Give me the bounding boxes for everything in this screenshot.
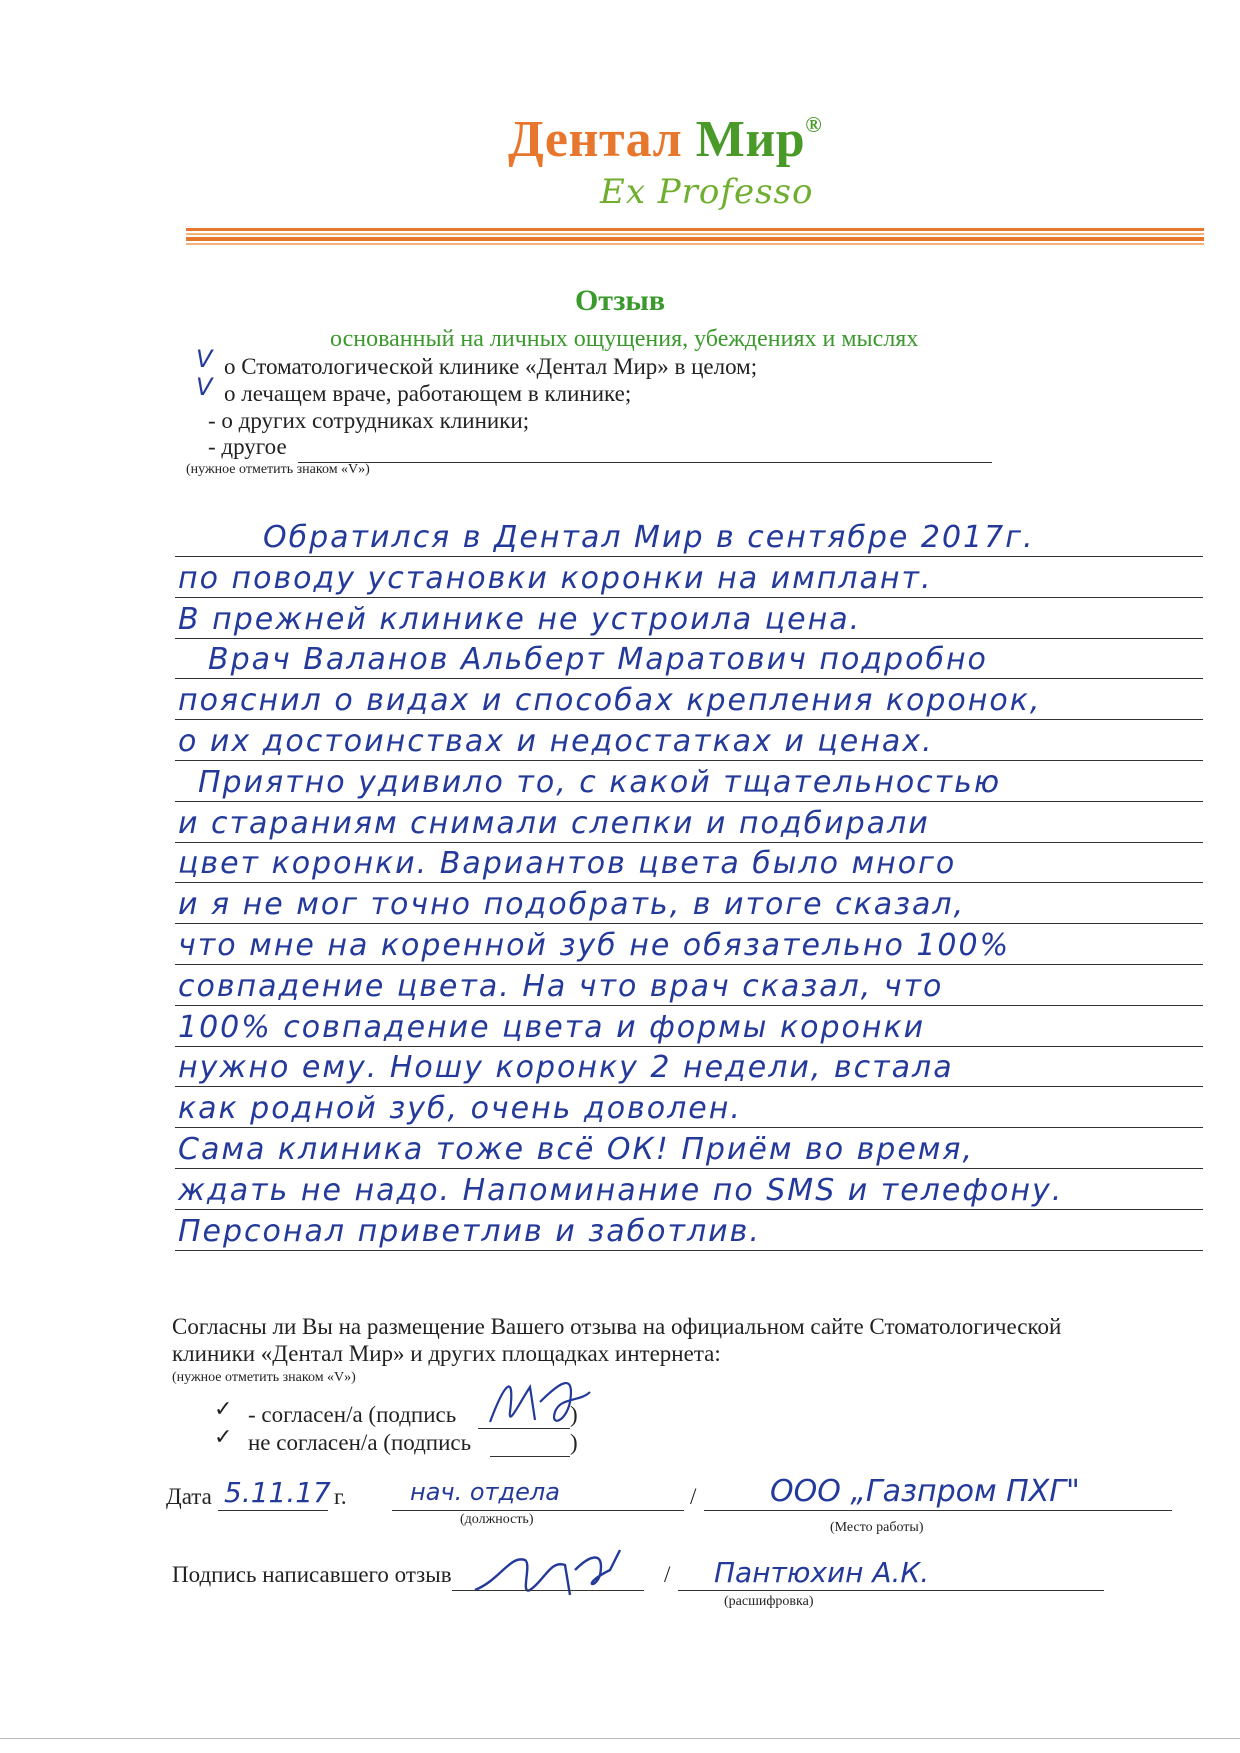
review-rule bbox=[175, 678, 1203, 679]
consent-question-1: Согласны ли Вы на размещение Вашего отзыва на официальном сайте Стоматологической bbox=[172, 1314, 1062, 1339]
review-rule bbox=[175, 882, 1203, 883]
review-line: по поводу установки коронки на имплант. bbox=[178, 560, 933, 596]
review-line: пояснил о видах и способах крепления коронок, bbox=[178, 683, 1042, 719]
signature-label: Подпись написавшего отзыв bbox=[172, 1562, 452, 1587]
review-rule bbox=[175, 1168, 1203, 1169]
option-general: о Стоматологической клинике «Дентал Мир» в целом; bbox=[224, 354, 758, 379]
bottom-scan-line bbox=[0, 1738, 1240, 1739]
review-rule bbox=[175, 719, 1203, 720]
page-title: Отзыв bbox=[574, 284, 666, 317]
review-line: как родной зуб, очень доволен. bbox=[178, 1091, 742, 1127]
review-line: 100% совпадение цвета и формы коронки bbox=[178, 1009, 926, 1045]
name-value: Пантюхин А.К. bbox=[714, 1556, 930, 1589]
review-line: Приятно удивило то, с какой тщательностью bbox=[198, 764, 1002, 800]
position-caption: (должность) bbox=[460, 1512, 534, 1527]
position-value: нач. отдела bbox=[410, 1478, 560, 1506]
logo-word-dental: Дентал bbox=[508, 111, 683, 168]
page-subtitle: основанный на личных ощущения, убеждениях и мыслях bbox=[330, 326, 919, 352]
date-value: 5.11.17 bbox=[224, 1476, 331, 1509]
author-signature bbox=[470, 1540, 650, 1610]
review-rule bbox=[175, 597, 1203, 598]
footer-slash-1: / bbox=[690, 1484, 697, 1509]
review-rule bbox=[175, 556, 1203, 557]
option-doctor: о лечащем враче, работающем в клинике; bbox=[224, 381, 632, 406]
date-year-suffix: г. bbox=[334, 1484, 347, 1509]
review-line: и я не мог точно подобрать, в итоге сказал, bbox=[178, 887, 966, 923]
review-rule bbox=[175, 1127, 1203, 1128]
name-caption: (расшифровка) bbox=[724, 1594, 814, 1609]
review-line: Сама клиника тоже всё ОК! Приём во время, bbox=[178, 1132, 975, 1167]
option-check-2: V bbox=[196, 373, 213, 401]
option-other: - другое bbox=[208, 434, 287, 459]
consent-note: (нужное отметить знаком «V») bbox=[172, 1370, 356, 1385]
review-line: Обратился в Дентал Мир в сентябре 2017г. bbox=[263, 520, 1035, 555]
logo-tagline: Ex Professo bbox=[600, 172, 814, 212]
logo-word-mir: Мир bbox=[695, 111, 806, 168]
signature-line bbox=[452, 1590, 644, 1591]
review-rule bbox=[175, 1209, 1203, 1210]
review-line: что мне на коренной зуб не обязательно 100% bbox=[178, 928, 1011, 963]
review-line: и стараниям снимали слепки и подбирали bbox=[178, 805, 930, 841]
review-line: В прежней клинике не устроила цена. bbox=[178, 601, 862, 637]
review-line: о их достоинствах и недостатках и ценах. bbox=[178, 724, 934, 759]
agree-option: - согласен/а (подпись bbox=[248, 1402, 457, 1427]
review-line: нужно ему. Ношу коронку 2 недели, встала bbox=[178, 1050, 954, 1086]
date-label: Дата bbox=[166, 1484, 212, 1509]
logo-title bbox=[508, 110, 822, 169]
header-band bbox=[186, 228, 1204, 245]
registered-mark: ® bbox=[805, 112, 823, 137]
workplace-caption: (Место работы) bbox=[830, 1520, 924, 1535]
review-line: цвет коронки. Вариантов цвета было много bbox=[178, 846, 957, 882]
agree-checkmark: ✓ bbox=[214, 1396, 233, 1421]
options-note: (нужное отметить знаком «V») bbox=[186, 462, 370, 477]
disagree-signature-line bbox=[490, 1456, 570, 1457]
review-line: Врач Валанов Альберт Маратович подробно bbox=[208, 642, 988, 678]
option-other-line bbox=[298, 462, 992, 463]
review-line: Персонал приветлив и заботлив. bbox=[178, 1213, 761, 1249]
workplace-value: ООО „Газпром ПХГ" bbox=[770, 1474, 1080, 1509]
disagree-option: не согласен/а (подпись bbox=[248, 1430, 472, 1455]
review-rule bbox=[175, 1250, 1203, 1251]
review-rule bbox=[175, 638, 1203, 639]
consent-signature bbox=[480, 1372, 610, 1436]
workplace-line bbox=[704, 1510, 1172, 1511]
consent-question-2: клиники «Дентал Мир» и других площадках интернета: bbox=[172, 1341, 721, 1366]
position-line bbox=[392, 1510, 684, 1511]
review-rule bbox=[175, 964, 1203, 965]
review-line: совпадение цвета. На что врач сказал, что bbox=[178, 968, 944, 1004]
option-staff: - о других сотрудниках клиники; bbox=[208, 408, 530, 433]
disagree-close: ) bbox=[570, 1430, 578, 1455]
footer-slash-2: / bbox=[664, 1562, 671, 1587]
review-rule bbox=[175, 1046, 1203, 1047]
option-check-1: V bbox=[196, 345, 213, 373]
review-rule bbox=[175, 801, 1203, 802]
review-rule bbox=[175, 923, 1203, 924]
review-rule bbox=[175, 1086, 1203, 1087]
name-line bbox=[678, 1590, 1104, 1591]
agree-close: ) bbox=[570, 1402, 578, 1427]
date-line bbox=[218, 1510, 328, 1511]
review-rule bbox=[175, 760, 1203, 761]
review-line: ждать не надо. Напоминание по SMS и телефону. bbox=[178, 1172, 1064, 1208]
review-rule bbox=[175, 842, 1203, 843]
review-rule bbox=[175, 1005, 1203, 1006]
disagree-checkmark: ✓ bbox=[214, 1424, 233, 1449]
